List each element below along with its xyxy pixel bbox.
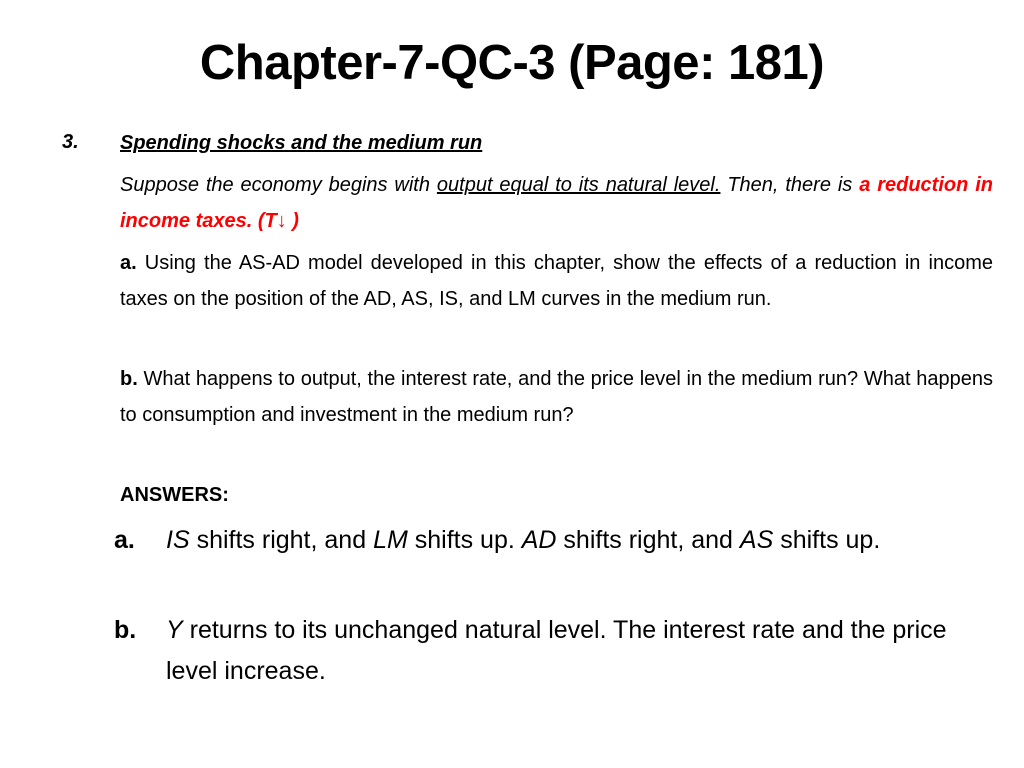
answer-a-text-4: shifts up. <box>773 526 881 554</box>
intro-highlight-close: ) <box>286 210 299 232</box>
intro-text-1: Suppose the economy begins with <box>120 174 437 196</box>
part-a-text: Using the AS-AD model developed in this chapter, show the effects of a reduction in income taxes on the position of the AD, AS, IS, and LM curves in the medium run. <box>120 252 993 310</box>
answer-a-as: AS <box>739 526 774 554</box>
answer-b-y: Y <box>166 616 183 644</box>
intro-underlined-text: output equal to its natural level. <box>436 174 721 196</box>
answer-b-label: b. <box>114 616 137 644</box>
question-part-a <box>120 245 993 317</box>
part-b-label: b. <box>120 368 138 390</box>
intro-highlight-phrase: a reduction in income taxes. (T <box>120 174 993 232</box>
slide-title: Chapter-7-QC-3 (Page: 181) <box>199 36 825 90</box>
answer-b-text-1: returns to its unchanged natural level. The interest rate and the price level increase. <box>166 616 947 685</box>
answer-a-text-3: shifts right, and <box>556 526 740 554</box>
answer-a <box>114 520 1004 561</box>
answer-a-text-2: shifts up. <box>407 526 522 554</box>
down-arrow-icon: ↓ <box>276 210 287 232</box>
part-a-label: a. <box>120 252 137 274</box>
answer-a-ad: AD <box>521 526 557 554</box>
answer-b-text <box>166 610 1004 692</box>
question-number: 3. <box>62 131 79 153</box>
answer-a-is: IS <box>166 526 190 554</box>
question-heading: Spending shocks and the medium run <box>120 132 483 154</box>
answer-a-text <box>166 520 1004 561</box>
answer-a-lm: LM <box>373 526 408 554</box>
intro-text-2: Then, there is <box>720 174 860 196</box>
answer-a-label: a. <box>114 526 135 554</box>
answers-heading: ANSWERS: <box>120 484 229 506</box>
question-part-b <box>120 361 993 433</box>
question-intro <box>120 167 993 239</box>
answer-a-text-1: shifts right, and <box>189 526 374 554</box>
part-b-text: What happens to output, the interest rate, and the price level in the medium run? What happens to consumption and investment in the medium run? <box>120 368 993 426</box>
answer-b <box>114 610 1004 692</box>
